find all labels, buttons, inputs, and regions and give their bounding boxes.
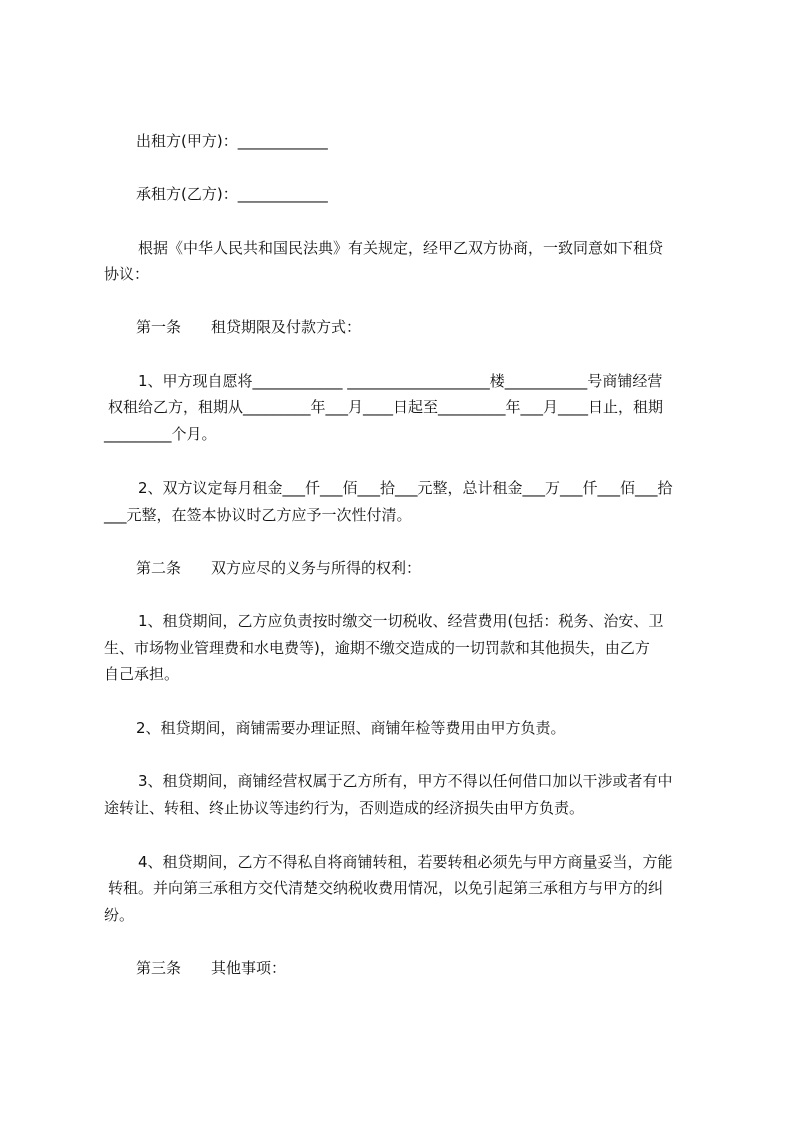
article-1-clause-2-line-1: 2、双方议定每月租金___仟___佰___拾___元整，总计租金___万___仟___佰___拾 [138, 479, 673, 497]
article-1-clause-1-line-3: _________个月。 [104, 425, 217, 443]
intro-line-2: 协议： [104, 265, 150, 283]
article-1-clause-1-line-1: 1、甲方现自愿将____________ ___________________楼___________号商铺经营 [138, 372, 663, 390]
intro-line-1: 根据《中华人民共和国民法典》有关规定，经甲乙双方协商，一致同意如下租贷 [138, 239, 664, 257]
article-2-clause-1-line-2: 生、市场物业管理费和水电费等)，逾期不缴交造成的一切罚款和其他损失，由乙方 [104, 639, 650, 657]
article-1-clause-1-line-2: 权租给乙方，租期从_________年___月____日起至_________年___月____日止，租期 [108, 398, 664, 416]
article-2-heading: 第二条 双方应尽的义务与所得的权利： [136, 559, 422, 577]
article-2-clause-4-line-1: 4、租贷期间，乙方不得私自将商铺转租，若要转租必须先与甲方商量妥当，方能 [138, 853, 673, 871]
article-2-clause-3-line-1: 3、租贷期间，商铺经营权属于乙方所有，甲方不得以任何借口加以干涉或者有中 [138, 772, 673, 790]
article-2-clause-2-line-1: 2、租贷期间，商铺需要办理证照、商铺年检等费用由甲方负责。 [136, 719, 566, 737]
article-1-clause-2-line-2: ___元整，在签本协议时乙方应予一次性付清。 [104, 506, 412, 524]
article-2-clause-3-line-2: 途转让、转租、终止协议等违约行为，否则造成的经济损失由甲方负责。 [104, 799, 585, 817]
article-1-heading: 第一条 租贷期限及付款方式： [136, 318, 362, 336]
party-a-line: 出租方(甲方)：____________ [136, 132, 328, 150]
article-2-clause-4-line-2: 转租。并向第三承租方交代清楚交纳税收费用情况，以免引起第三承租方与甲方的纠 [108, 879, 664, 897]
article-2-clause-1-line-3: 自己承担。 [104, 665, 180, 683]
article-2-clause-4-line-3: 纷。 [104, 906, 135, 924]
party-b-line: 承租方(乙方)：____________ [136, 185, 328, 203]
article-2-clause-1-line-1: 1、租贷期间，乙方应负责按时缴交一切税收、经营费用(包括：税务、治安、卫 [138, 612, 664, 630]
article-3-heading: 第三条 其他事项： [136, 959, 287, 977]
